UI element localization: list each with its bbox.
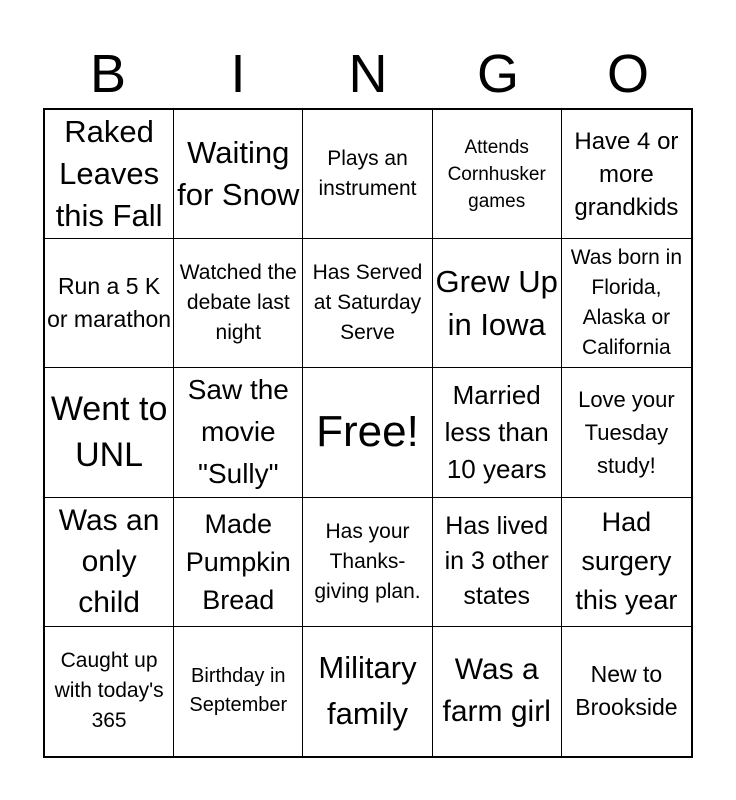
bingo-cell[interactable]	[433, 368, 562, 497]
free-space-label: Free!	[316, 407, 419, 457]
bingo-cell[interactable]	[433, 627, 562, 756]
cell-label: Was born in Florida, Alaska or California	[570, 246, 683, 360]
bingo-cell[interactable]	[562, 368, 691, 497]
bingo-cell[interactable]	[174, 368, 303, 497]
cell-label: Military family	[318, 650, 417, 732]
bingo-cell[interactable]	[562, 498, 691, 627]
bingo-cell[interactable]	[562, 110, 691, 239]
cell-label: Made Pumpkin Bread	[185, 508, 291, 615]
bingo-cell[interactable]	[174, 498, 303, 627]
bingo-cell[interactable]	[303, 498, 432, 627]
cell-label: Went to UNL	[50, 390, 168, 475]
header-letter-g: G	[476, 44, 519, 104]
cell-label: Married less than 10 years	[444, 379, 549, 484]
cell-label: New to Brookside	[575, 661, 678, 721]
bingo-cell[interactable]	[303, 110, 432, 239]
cell-label: Birthday in September	[189, 665, 288, 717]
header-letter-i: I	[230, 44, 246, 104]
cell-label: Was an only child	[58, 504, 160, 620]
header-letter-b: B	[89, 44, 127, 104]
bingo-grid	[43, 108, 693, 758]
header-letter-o: O	[606, 44, 649, 104]
bingo-cell[interactable]	[45, 498, 174, 627]
bingo-cell[interactable]	[303, 239, 432, 368]
cell-label: Plays an instrument	[318, 147, 417, 201]
cell-label: Attends Cornhusker games	[447, 136, 546, 212]
cell-label: Has lived in 3 other states	[444, 512, 549, 611]
bingo-cell[interactable]	[562, 239, 691, 368]
bingo-header	[43, 40, 693, 108]
bingo-cell[interactable]	[45, 627, 174, 756]
bingo-cell-free[interactable]	[303, 368, 432, 497]
bingo-cell[interactable]	[45, 368, 174, 497]
header-letter-n: N	[348, 44, 388, 104]
bingo-cell[interactable]	[174, 627, 303, 756]
cell-label: Run a 5 K or marathon	[47, 273, 172, 333]
bingo-cell[interactable]	[174, 110, 303, 239]
cell-label: Waiting for Snow	[177, 135, 300, 213]
bingo-cell[interactable]	[433, 110, 562, 239]
cell-label: Has your Thanks-giving plan.	[314, 519, 421, 603]
cell-label: Had surgery this year	[575, 507, 678, 616]
bingo-cell[interactable]	[45, 110, 174, 239]
cell-label: Love your Tuesday study!	[578, 386, 675, 478]
bingo-cell[interactable]	[562, 627, 691, 756]
bingo-cell[interactable]	[303, 627, 432, 756]
cell-label: Raked Leaves this Fall	[55, 114, 163, 234]
cell-label: Was a farm girl	[442, 653, 551, 729]
cell-label: Saw the movie "Sully"	[187, 374, 289, 490]
cell-label: Caught up with today's 365	[54, 649, 164, 733]
cell-label: Watched the debate last night	[179, 261, 297, 345]
cell-label: Has Served at Saturday Serve	[312, 261, 423, 345]
bingo-cell[interactable]	[174, 239, 303, 368]
cell-label: Have 4 or more grandkids	[574, 127, 679, 221]
cell-label: Grew Up in Iowa	[435, 264, 558, 343]
bingo-cell[interactable]	[433, 239, 562, 368]
bingo-cell[interactable]	[433, 498, 562, 627]
bingo-cell[interactable]	[45, 239, 174, 368]
